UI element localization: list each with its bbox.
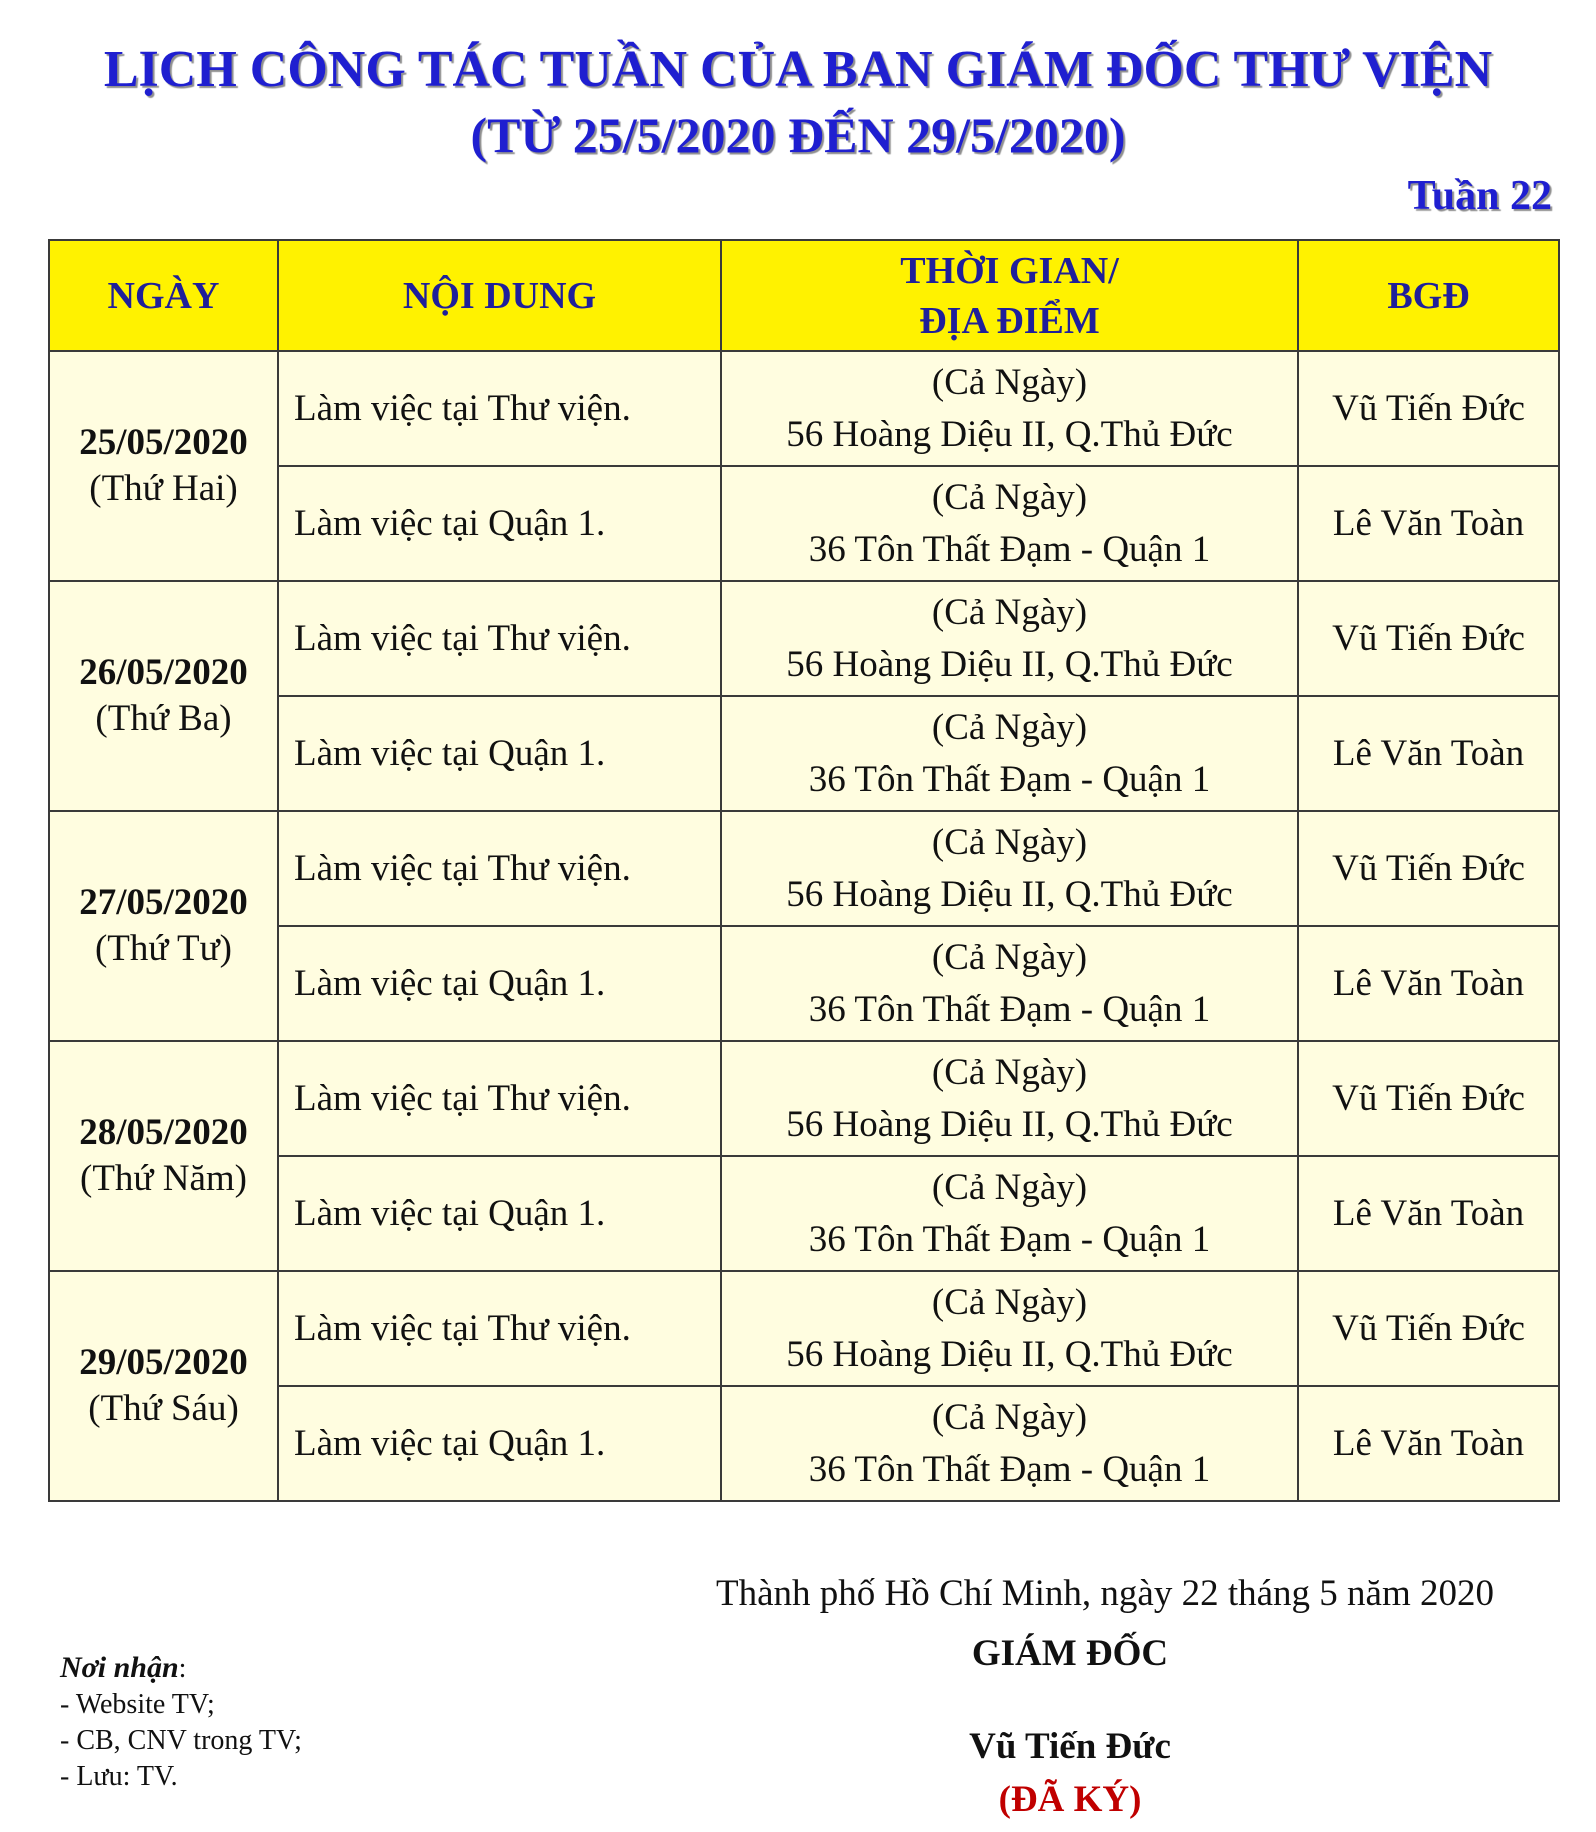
time-text: (Cả Ngày) xyxy=(931,936,1088,978)
signature-name: Vũ Tiến Đức xyxy=(969,1726,1171,1767)
column-header-day: NGÀY xyxy=(49,240,278,351)
time-place-cell xyxy=(721,1156,1298,1271)
recipients-block xyxy=(60,1650,302,1795)
signature-place-date: Thành phố Hồ Chí Minh, ngày 22 tháng 5 năm 2020 xyxy=(716,1573,1494,1614)
time-text: (Cả Ngày) xyxy=(931,591,1088,633)
time-place-cell xyxy=(721,1041,1298,1156)
day-date: 27/05/2020 xyxy=(79,882,248,923)
person-cell: Vũ Tiến Đức xyxy=(1298,1271,1559,1386)
place-text: 56 Hoàng Diệu II, Q.Thủ Đức xyxy=(786,643,1233,685)
column-header-place: ĐỊA ĐIỂM xyxy=(919,299,1100,342)
day-weekday: (Thứ Ba) xyxy=(95,698,232,739)
place-text: 36 Tôn Thất Đạm - Quận 1 xyxy=(808,1218,1211,1260)
time-text: (Cả Ngày) xyxy=(931,1166,1088,1208)
document-date-range: (TỪ 25/5/2020 ĐẾN 29/5/2020) xyxy=(470,107,1126,163)
signed-stamp: (ĐÃ KÝ) xyxy=(998,1779,1142,1820)
recipient-item: - CB, CNV trong TV; xyxy=(60,1725,302,1756)
day-weekday: (Thứ Sáu) xyxy=(88,1388,239,1429)
place-text: 56 Hoàng Diệu II, Q.Thủ Đức xyxy=(786,413,1233,455)
place-text: 36 Tôn Thất Đạm - Quận 1 xyxy=(808,988,1211,1030)
time-text: (Cả Ngày) xyxy=(931,1281,1088,1323)
signature-title: GIÁM ĐỐC xyxy=(971,1633,1169,1674)
person-cell: Lê Văn Toàn xyxy=(1298,1386,1559,1501)
time-place-cell xyxy=(721,926,1298,1041)
content-cell: Làm việc tại Thư viện. xyxy=(278,1271,721,1386)
content-cell: Làm việc tại Quận 1. xyxy=(278,1386,721,1501)
content-cell: Làm việc tại Quận 1. xyxy=(278,696,721,811)
table-row xyxy=(49,1041,1559,1156)
person-cell: Lê Văn Toàn xyxy=(1298,466,1559,581)
place-text: 36 Tôn Thất Đạm - Quận 1 xyxy=(808,528,1211,570)
time-place-cell xyxy=(721,466,1298,581)
time-place-cell xyxy=(721,1386,1298,1501)
recipient-item: - Lưu: TV. xyxy=(60,1761,178,1792)
day-date: 26/05/2020 xyxy=(79,652,248,693)
day-weekday: (Thứ Năm) xyxy=(80,1158,247,1199)
day-cell xyxy=(49,351,278,581)
recipients-list xyxy=(60,1687,302,1795)
day-date: 25/05/2020 xyxy=(79,422,248,463)
table-header-row xyxy=(49,240,1559,351)
recipients-colon: : xyxy=(178,1653,187,1684)
day-date: 28/05/2020 xyxy=(79,1112,248,1153)
time-text: (Cả Ngày) xyxy=(931,1051,1088,1093)
table-row xyxy=(49,581,1559,696)
place-text: 56 Hoàng Diệu II, Q.Thủ Đức xyxy=(786,1333,1233,1375)
table-row xyxy=(49,811,1559,926)
time-text: (Cả Ngày) xyxy=(931,1396,1088,1438)
recipients-label: Nơi nhận xyxy=(60,1651,179,1684)
day-weekday: (Thứ Tư) xyxy=(94,928,233,969)
table-row xyxy=(49,1271,1559,1386)
table-row xyxy=(49,351,1559,466)
time-text: (Cả Ngày) xyxy=(931,706,1088,748)
time-text: (Cả Ngày) xyxy=(931,361,1088,403)
person-cell: Vũ Tiến Đức xyxy=(1298,1041,1559,1156)
time-place-cell xyxy=(721,1271,1298,1386)
content-cell: Làm việc tại Quận 1. xyxy=(278,466,721,581)
place-text: 56 Hoàng Diệu II, Q.Thủ Đức xyxy=(786,1103,1233,1145)
document-title: LỊCH CÔNG TÁC TUẦN CỦA BAN GIÁM ĐỐC THƯ VIỆN xyxy=(103,41,1493,98)
week-number: Tuần 22 xyxy=(1407,173,1552,219)
content-cell: Làm việc tại Thư viện. xyxy=(278,1041,721,1156)
place-text: 36 Tôn Thất Đạm - Quận 1 xyxy=(808,1448,1211,1490)
column-header-time: THỜI GIAN/ xyxy=(900,249,1119,292)
day-weekday: (Thứ Hai) xyxy=(89,468,238,509)
content-cell: Làm việc tại Thư viện. xyxy=(278,811,721,926)
column-header-time-place xyxy=(721,240,1298,351)
day-cell xyxy=(49,1271,278,1501)
time-place-cell xyxy=(721,351,1298,466)
time-text: (Cả Ngày) xyxy=(931,476,1088,518)
time-place-cell xyxy=(721,696,1298,811)
column-header-content: NỘI DUNG xyxy=(278,240,721,351)
person-cell: Lê Văn Toàn xyxy=(1298,1156,1559,1271)
person-cell: Vũ Tiến Đức xyxy=(1298,581,1559,696)
person-cell: Lê Văn Toàn xyxy=(1298,926,1559,1041)
content-cell: Làm việc tại Thư viện. xyxy=(278,351,721,466)
recipient-item: - Website TV; xyxy=(60,1689,215,1720)
day-date: 29/05/2020 xyxy=(79,1342,248,1383)
day-cell xyxy=(49,581,278,811)
place-text: 56 Hoàng Diệu II, Q.Thủ Đức xyxy=(786,873,1233,915)
content-cell: Làm việc tại Thư viện. xyxy=(278,581,721,696)
day-cell xyxy=(49,811,278,1041)
person-cell: Vũ Tiến Đức xyxy=(1298,811,1559,926)
content-cell: Làm việc tại Quận 1. xyxy=(278,1156,721,1271)
time-text: (Cả Ngày) xyxy=(931,821,1088,863)
person-cell: Vũ Tiến Đức xyxy=(1298,351,1559,466)
day-cell xyxy=(49,1041,278,1271)
content-cell: Làm việc tại Quận 1. xyxy=(278,926,721,1041)
place-text: 36 Tôn Thất Đạm - Quận 1 xyxy=(808,758,1211,800)
schedule-table xyxy=(48,239,1560,1502)
time-place-cell xyxy=(721,581,1298,696)
time-place-cell xyxy=(721,811,1298,926)
person-cell: Lê Văn Toàn xyxy=(1298,696,1559,811)
column-header-bgd: BGĐ xyxy=(1298,240,1559,351)
schedule-body xyxy=(49,351,1559,1501)
